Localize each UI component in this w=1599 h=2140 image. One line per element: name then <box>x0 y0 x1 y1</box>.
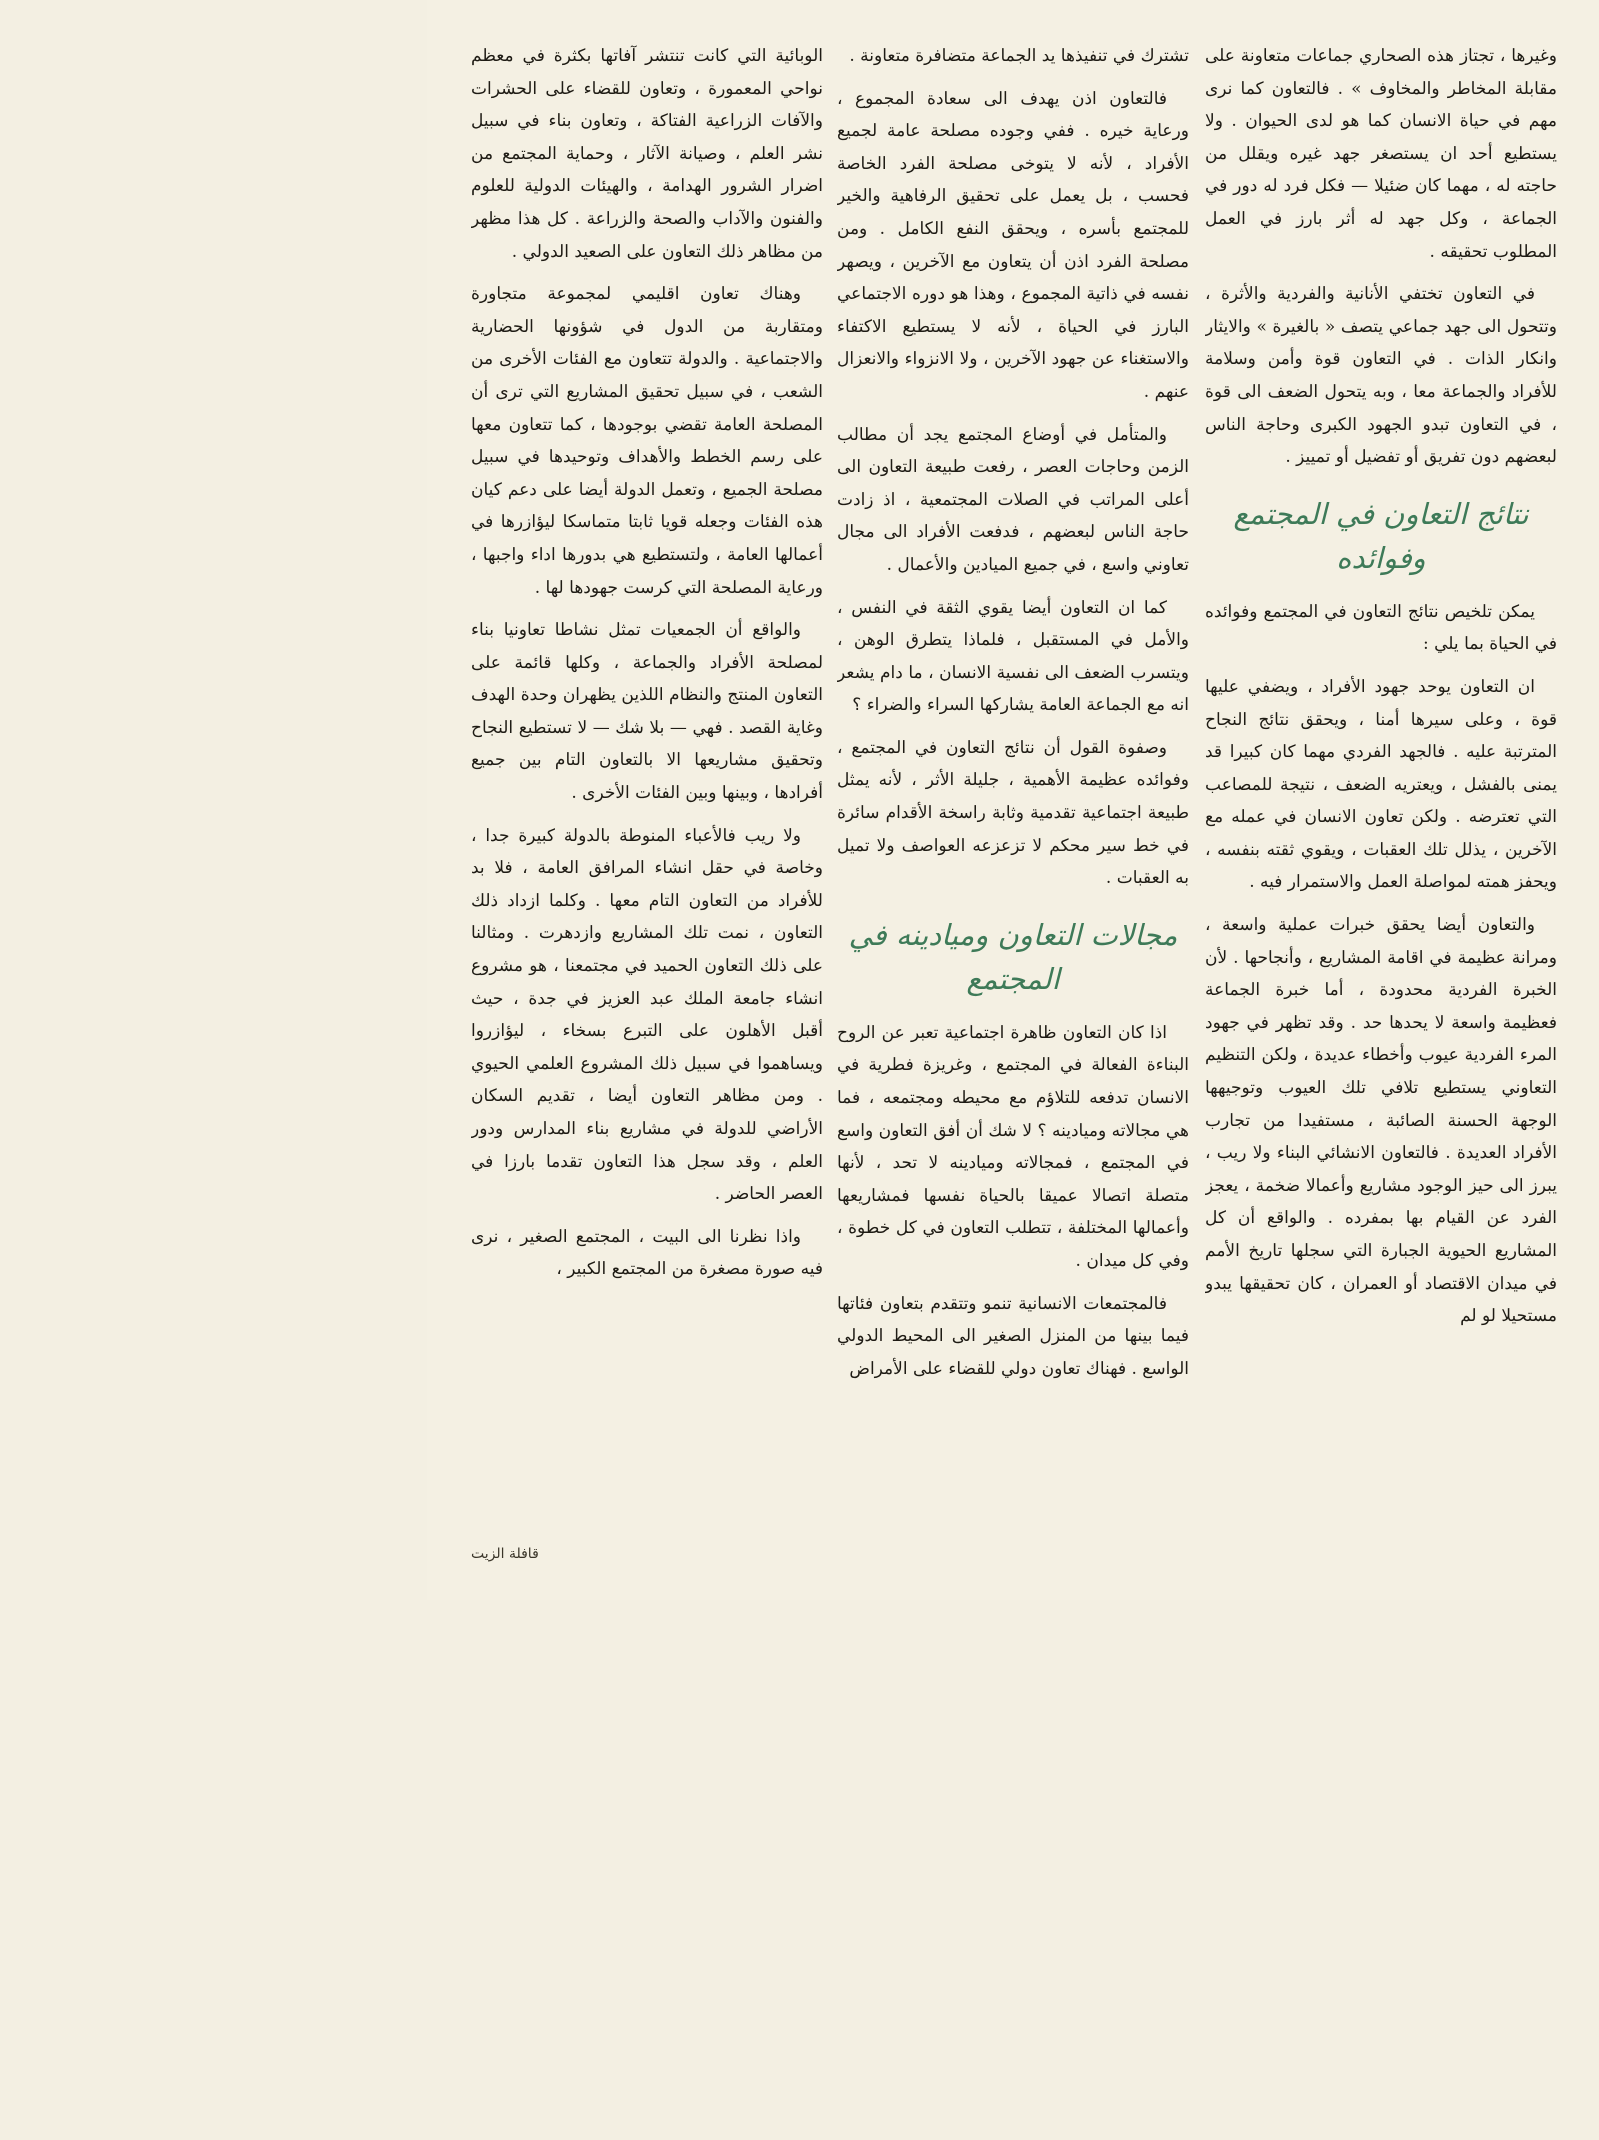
paragraph: الوبائية التي كانت تنتشر آفاتها بكثرة في معظم نواحي المعمورة ، وتعاون للقضاء على الحشرات والآفات الزراعية الفتاكة ، وتعاون بناء في سبيل نشر العلم ، وصيانة الآثار ، وحماية المجتمع من اضرار الشرور الهدامة ، والهيئات الدولية للعلوم والفنون والآداب والصحة والزراعة . كل هذا مظهر من مظاهر ذلك التعاون على الصعيد الدولي . <box>471 46 823 262</box>
paragraph: يمكن تلخيص نتائج التعاون في المجتمع وفوائده في الحياة بما يلي : <box>1205 601 1557 655</box>
paragraph: ولا ريب فالأعباء المنوطة بالدولة كبيرة جدا ، وخاصة في حقل انشاء المرافق العامة ، فلا بد للأفراد من التعاون التام معها . وكلما ازداد ذلك التعاون ، نمت تلك المشاريع وازدهرت . ومثالنا على ذلك التعاون الحميد في مجتمعنا ، هو مشروع انشاء جامعة الملك عبد العزيز في جدة ، حيث أقبل الأهلون على التبرع بسخاء ، ليؤازروا ويساهموا في سبيل ذلك المشروع العلمي الحيوي . ومن مظاهر التعاون أيضا ، تقديم السكان الأراضي للدولة في مشاريع بناء المدارس ودور العلم ، وقد سجل هذا التعاون تقدما بارزا في العصر الحاضر . <box>471 825 823 1205</box>
paragraph: اذا كان التعاون ظاهرة اجتماعية تعبر عن الروح البناءة الفعالة في المجتمع ، وغريزة فطرية في الانسان تدفعه للتلاؤم مع محيطه ومجتمعه ، فما هي مجالاته وميادينه ؟ لا شك أن أفق التعاون واسع في المجتمع ، فمجالاته وميادينه لا تحد ، لأنها متصلة اتصالا عميقا بالحياة نفسها فمشاريعها وأعمالها المختلفة ، تتطلب التعاون في كل خطوة ، وفي كل ميدان . <box>837 1022 1189 1271</box>
section-heading-fields: مجالات التعاون وميادينه في المجتمع <box>848 917 1178 996</box>
paragraph: والواقع أن الجمعيات تمثل نشاطا تعاونيا بناء لمصلحة الأفراد والجماعة ، وكلها قائمة على التعاون المنتج والنظام اللذين يظهران وحدة الهدف وغاية القصد . فهي — بلا شك — لا تستطيع النجاح وتحقيق مشاريعها الا بالتعاون التام بين جميع أفرادها ، وبينها وبين الفئات الأخرى . <box>471 620 823 804</box>
paragraph: واذا نظرنا الى البيت ، المجتمع الصغير ، نرى فيه صورة مصغرة من المجتمع الكبير ، <box>471 1226 823 1280</box>
paragraph: تشترك في تنفيذها يد الجماعة متضافرة متعاونة . <box>849 46 1189 66</box>
section-heading-results: نتائج التعاون في المجتمع وفوائده <box>1233 496 1529 575</box>
text-column-right <box>1205 40 1557 1520</box>
paragraph: وهناك تعاون اقليمي لمجموعة متجاورة ومتقاربة من الدول في شؤونها الحضارية والاجتماعية . والدولة تتعاون مع الفئات الأخرى من الشعب ، في سبيل تحقيق المشاريع التي ترى أن المصلحة العامة تقضي بوجودها ، كما تتعاون معها على رسم الخطط والأهداف وتوحيدها في سبيل مصلحة الجميع ، وتعمل الدولة أيضا على دعم كيان هذه الفئات وجعله قويا ثابتا متماسكا ليؤازرها في أعمالها العامة ، ولتستطيع هي بدورها اداء واجبها ، ورعاية المصلحة التي كرست جهودها لها . <box>471 284 823 598</box>
paragraph: فالتعاون اذن يهدف الى سعادة المجموع ، ورعاية خيره . ففي وجوده مصلحة عامة لجميع الأفراد ، لأنه لا يتوخى مصلحة الفرد الخاصة فحسب ، بل يعمل على تحقيق الرفاهية والخير للمجتمع بأسره ، ويحقق النفع الكامل . ومن مصلحة الفرد اذن أن يتعاون مع الآخرين ، ويصهر نفسه في ذاتية المجموع ، وهذا هو دوره الاجتماعي البارز في الحياة ، لأنه لا يستطيع الاكتفاء والاستغناء عن جهود الآخرين ، ولا الانزواء والانعزال عنهم . <box>837 88 1189 402</box>
magazine-page <box>427 0 1599 1600</box>
paragraph: ان التعاون يوحد جهود الأفراد ، ويضفي عليها قوة ، وعلى سيرها أمنا ، ويحقق نتائج النجاح المترتبة عليه . فالجهد الفردي مهما كان كبيرا قد يمنى بالفشل ، ويعتريه الضعف ، نتيجة للمصاعب التي تعترضه . ولكن تعاون الانسان في عمله مع الآخرين ، يذلل تلك العقبات ، ويقوي ثقته بنفسه ، ويحفز همته لمواصلة العمل والاستمرار فيه . <box>1205 676 1557 893</box>
paragraph: وغيرها ، تجتاز هذه الصحاري جماعات متعاونة على مقابلة المخاطر والمخاوف » . فالتعاون كما نرى مهم في حياة الانسان كما هو لدى الحيوان . ولا يستطيع أحد ان يستصغر جهد غيره ويقلل من حاجته له ، مهما كان ضئيلا — فكل فرد له دور في الجماعة ، وكل جهد له أثر بارز في العمل المطلوب تحقيقه . <box>1205 46 1557 262</box>
paragraph: والمتأمل في أوضاع المجتمع يجد أن مطالب الزمن وحاجات العصر ، رفعت طبيعة التعاون الى أعلى المراتب في الصلات المجتمعية ، اذ زادت حاجة الناس لبعضهم ، فدفعت الأفراد الى مجال تعاوني واسع ، في جميع الميادين والأعمال . <box>837 424 1189 575</box>
magazine-footer: قافلة الزيت <box>471 1546 539 1562</box>
paragraph: في التعاون تختفي الأنانية والفردية والأثرة ، وتتحول الى جهد جماعي يتصف « بالغيرة » والايثار وانكار الذات . في التعاون قوة وأمن وسلامة للأفراد والجماعة معا ، وبه يتحول الضعف الى قوة ، في التعاون تبدو الجهود الكبرى وحاجة الناس لبعضهم دون تفريق أو تفضيل أو تمييز . <box>1205 284 1557 468</box>
text-column-left <box>471 40 823 1520</box>
paragraph: فالمجتمعات الانسانية تنمو وتتقدم بتعاون فئاتها فيما بينها من المنزل الصغير الى المحيط الدولي الواسع . فهناك تعاون دولي للقضاء على الأمراض <box>837 1293 1189 1379</box>
paragraph: والتعاون أيضا يحقق خبرات عملية واسعة ، ومرانة عظيمة في اقامة المشاريع ، وأنجاحها . لأن الخبرة الفردية محدودة ، أما خبرة الجماعة فعظيمة واسعة لا يحدها حد . وقد تظهر في جهود المرء الفردية عيوب وأخطاء عديدة ، ولكن التنظيم التعاوني يستطيع تلافي تلك العيوب وتوجيهها الوجهة الحسنة الصائبة ، مستفيدا من تجارب الأفراد العديدة . فالتعاون الانشائي البناء ولا ريب ، يبرز الى حيز الوجود مشاريع وأعمالا ضخمة ، يعجز الفرد عن القيام بها بمفرده . والواقع أن كل المشاريع الحيوية الجبارة التي سجلها تاريخ الأمم في ميدان الاقتصاد أو العمران ، كان تحقيقها يبدو مستحيلا لو لم <box>1205 915 1557 1327</box>
paragraph: وصفوة القول أن نتائج التعاون في المجتمع ، وفوائده عظيمة الأهمية ، جليلة الأثر ، لأنه يمثل طبيعة اجتماعية تقدمية وثابة راسخة الأقدام سائرة في خط سير محكم لا تزعزعه العواصف ولا تميل به العقبات . <box>837 737 1189 889</box>
paragraph: كما ان التعاون أيضا يقوي الثقة في النفس ، والأمل في المستقبل ، فلماذا يتطرق الوهن ، ويتسرب الضعف الى نفسية الانسان ، ما دام يشعر انه مع الجماعة العامة يشاركها السراء والضراء ؟ <box>837 597 1189 716</box>
text-column-middle <box>837 40 1189 1520</box>
